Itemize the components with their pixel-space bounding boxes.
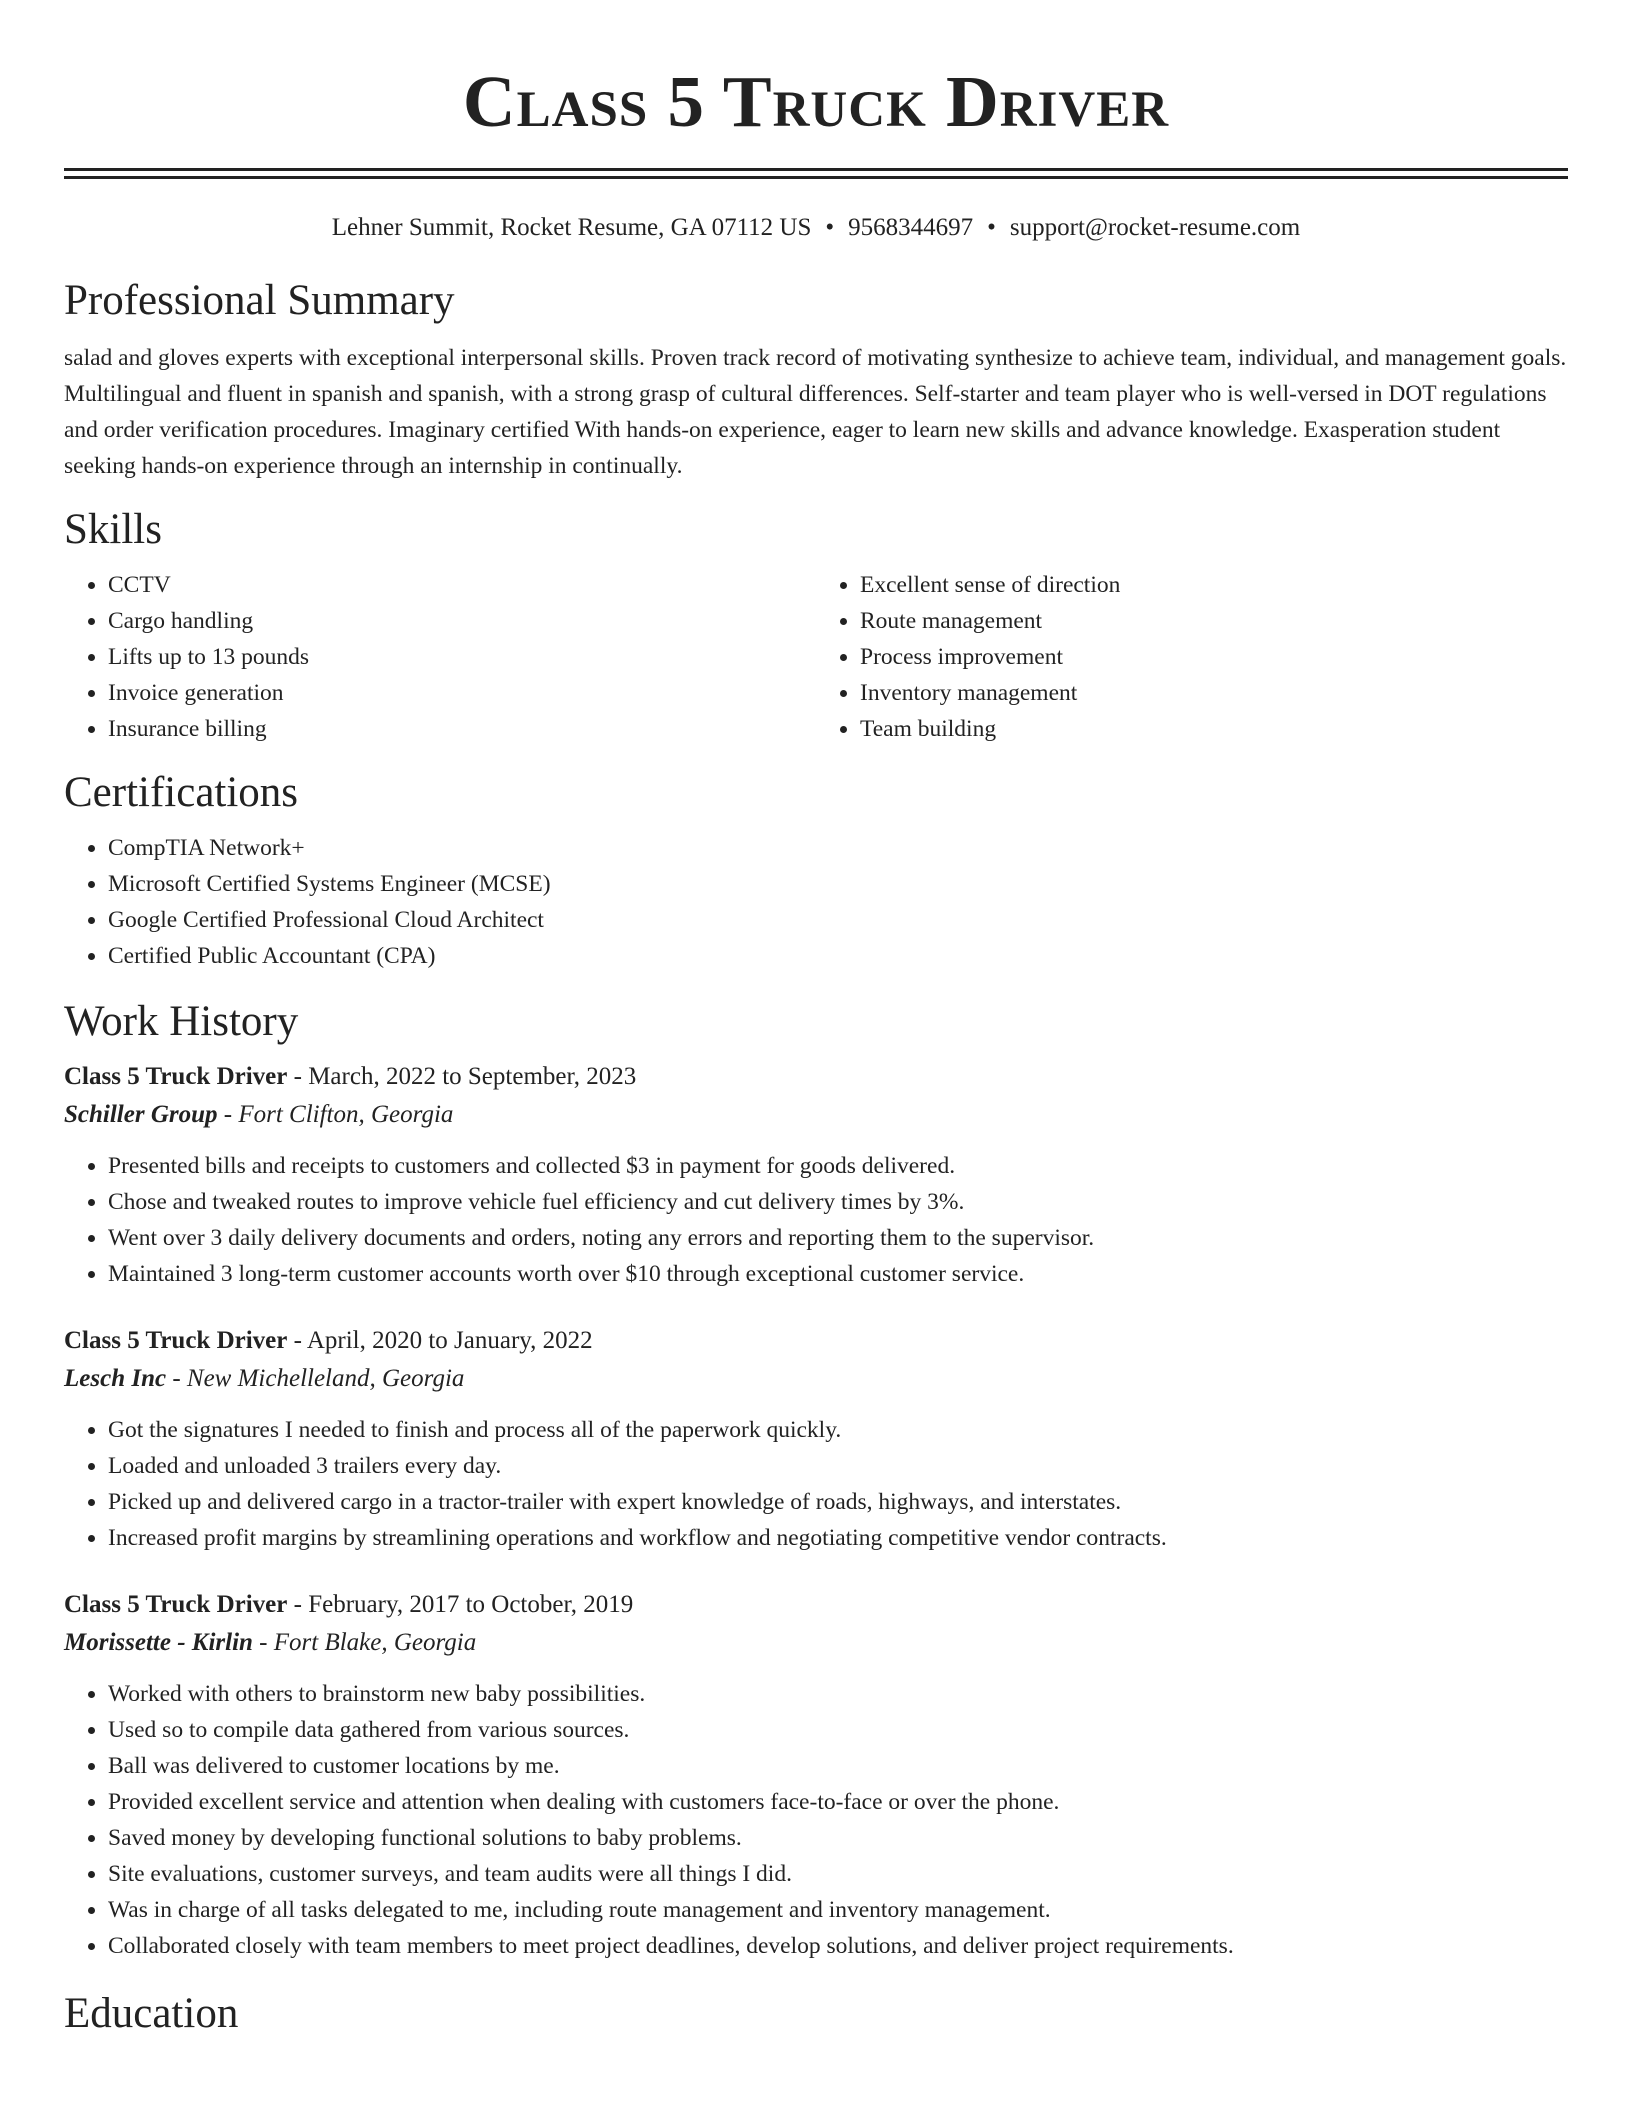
job-location: Fort Clifton, Georgia <box>238 1101 454 1128</box>
job-bullets <box>64 1412 1568 1556</box>
job-entry <box>64 1586 1568 1964</box>
job-title: Class 5 Truck Driver <box>64 1063 288 1090</box>
title-double-rule <box>64 168 1568 179</box>
job-bullet: • Went over 3 daily delivery documents and orders, noting any errors and reporting them to the supervisor. <box>108 1220 1568 1256</box>
education-heading: Education <box>64 1990 239 2037</box>
skill-item: • Insurance billing <box>108 711 816 747</box>
job-bullets <box>64 1676 1568 1964</box>
skill-item: • Invoice generation <box>108 675 816 711</box>
certification-item: • Google Certified Professional Cloud Architect <box>108 902 1568 938</box>
skill-item: • CCTV <box>108 567 816 603</box>
job-bullet: • Chose and tweaked routes to improve vehicle fuel efficiency and cut delivery times by 3%. <box>108 1184 1568 1220</box>
skill-item: • Excellent sense of direction <box>860 567 1568 603</box>
contact-address: Lehner Summit, Rocket Resume, GA 07112 US <box>331 214 812 241</box>
job-entry <box>64 1058 1568 1292</box>
job-bullet: • Worked with others to brainstorm new baby possibilities. <box>108 1676 1568 1712</box>
skills-list-right <box>816 567 1568 747</box>
job-dates: March, 2022 to September, 2023 <box>308 1063 637 1090</box>
certification-item: • Microsoft Certified Systems Engineer (MCSE) <box>108 866 1568 902</box>
job-header <box>64 1058 1568 1096</box>
job-bullet: • Loaded and unloaded 3 trailers every day. <box>108 1448 1568 1484</box>
dash: - <box>166 1365 187 1392</box>
contact-email[interactable]: support@rocket-resume.com <box>1009 214 1301 241</box>
job-location: Fort Blake, Georgia <box>273 1629 477 1656</box>
job-bullet: • Picked up and delivered cargo in a tractor-trailer with expert knowledge of roads, highways, and interstates. <box>108 1484 1568 1520</box>
skill-item: • Inventory management <box>860 675 1568 711</box>
skill-item: • Process improvement <box>860 639 1568 675</box>
certifications-list <box>64 830 1568 974</box>
certification-item: • CompTIA Network+ <box>108 830 1568 866</box>
contact-line <box>64 213 1568 243</box>
job-bullet: • Collaborated closely with team members to meet project deadlines, develop solutions, and deliver project requirements. <box>108 1928 1568 1964</box>
job-bullet: • Saved money by developing functional solutions to baby problems. <box>108 1820 1568 1856</box>
job-dates: April, 2020 to January, 2022 <box>306 1327 593 1354</box>
job-bullet: • Site evaluations, customer surveys, and team audits were all things I did. <box>108 1856 1568 1892</box>
job-dates: February, 2017 to October, 2019 <box>308 1591 634 1618</box>
skill-item: • Cargo handling <box>108 603 816 639</box>
certifications-heading: Certifications <box>64 769 299 816</box>
job-bullet: • Ball was delivered to customer locations by me. <box>108 1748 1568 1784</box>
job-company-line <box>64 1360 1568 1398</box>
job-company: Morissette - Kirlin <box>64 1629 253 1656</box>
job-location: New Michelleland, Georgia <box>186 1365 465 1392</box>
job-company-line <box>64 1624 1568 1662</box>
dash: - <box>217 1101 239 1128</box>
job-bullet: • Provided excellent service and attention when dealing with customers face-to-face or over the phone. <box>108 1784 1568 1820</box>
job-header <box>64 1322 1568 1360</box>
skills-list-left <box>64 567 816 747</box>
job-header <box>64 1586 1568 1624</box>
job-bullet: • Was in charge of all tasks delegated to me, including route management and inventory management. <box>108 1892 1568 1928</box>
job-bullets <box>64 1148 1568 1292</box>
dash: - <box>252 1629 274 1656</box>
skill-item: • Team building <box>860 711 1568 747</box>
contact-separator: • <box>825 214 835 241</box>
skills-columns <box>64 567 1568 747</box>
summary-heading: Professional Summary <box>64 277 455 324</box>
skill-item: • Lifts up to 13 pounds <box>108 639 816 675</box>
contact-separator: • <box>987 214 996 241</box>
work-history-heading: Work History <box>64 998 299 1045</box>
dash: - <box>287 1063 309 1090</box>
job-bullet: • Increased profit margins by streamlining operations and workflow and negotiating competitive vendor contracts. <box>108 1520 1568 1556</box>
job-bullet: • Presented bills and receipts to customers and collected $3 in payment for goods delivered. <box>108 1148 1568 1184</box>
job-bullet: • Got the signatures I needed to finish and process all of the paperwork quickly. <box>108 1412 1568 1448</box>
job-bullet: • Used so to compile data gathered from various sources. <box>108 1712 1568 1748</box>
job-company-line <box>64 1096 1568 1134</box>
dash: - <box>287 1327 307 1354</box>
skill-item: • Route management <box>860 603 1568 639</box>
summary-text: salad and gloves experts with exceptional interpersonal skills. Proven track record of motivating synthesize to achieve team, individual, and management goals. Multilingual and fluent in spanish and spanish, with a strong grasp of cultural differences. Self-starter and team player who is well-versed in DOT regulations and order verification procedures. Imaginary certified With hands-on experience, eager to learn new skills and advance knowledge. Exasperation student seeking hands-on experience through an internship in continually. <box>64 345 1567 479</box>
certification-item: • Certified Public Accountant (CPA) <box>108 938 1568 974</box>
job-title: Class 5 Truck Driver <box>64 1327 288 1354</box>
resume-title: Class 5 Truck Driver <box>462 61 1170 142</box>
job-bullet: • Maintained 3 long-term customer accounts worth over $10 through exceptional customer service. <box>108 1256 1568 1292</box>
contact-phone[interactable]: 9568344697 <box>848 214 974 241</box>
job-company: Lesch Inc <box>64 1365 167 1392</box>
skills-heading: Skills <box>64 506 162 553</box>
job-entry <box>64 1322 1568 1556</box>
job-company: Schiller Group <box>64 1101 218 1128</box>
dash: - <box>287 1591 309 1618</box>
job-title: Class 5 Truck Driver <box>64 1591 288 1618</box>
